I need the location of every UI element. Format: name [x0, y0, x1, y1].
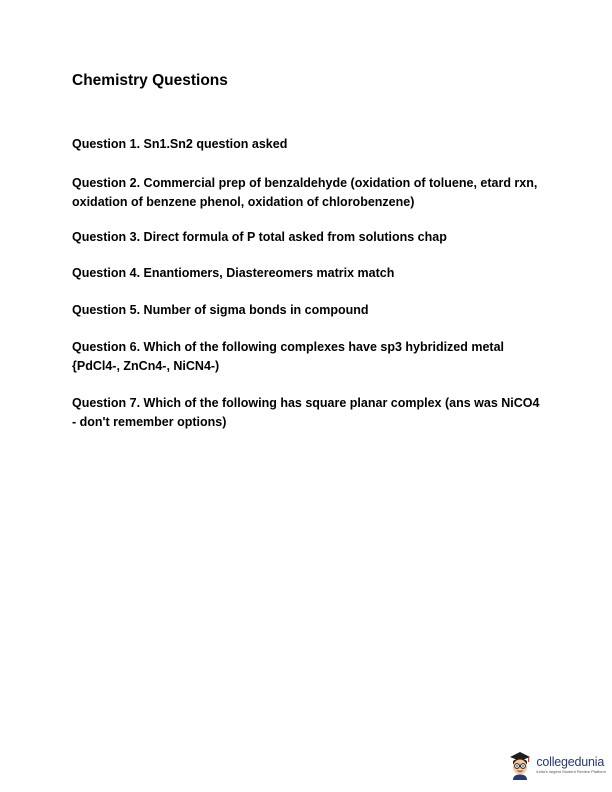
- question-5: Question 5. Number of sigma bonds in compound: [72, 303, 369, 317]
- collegedunia-mascot-icon: [507, 750, 533, 780]
- logo-name: collegedunia: [536, 754, 605, 769]
- question-2: Question 2. Commercial prep of benzaldehyde (oxidation of toluene, etard rxn, oxidation of benzene phenol, oxidation of chlorobenzene): [72, 176, 538, 209]
- collegedunia-logo: [507, 750, 606, 780]
- page-title: Chemistry Questions: [72, 72, 228, 89]
- question-6: Question 6. Which of the following complexes have sp3 hybridized metal {PdCl4-, ZnCn4-, NiCN4-): [72, 340, 505, 373]
- logo-tagline: India's largest Student Review Platform: [536, 768, 606, 774]
- question-4: Question 4. Enantiomers, Diastereomers matrix match: [72, 266, 395, 280]
- question-3: Question 3. Direct formula of P total asked from solutions chap: [72, 230, 447, 244]
- question-7: Question 7. Which of the following has square planar complex (ans was NiCO4 - don't remember options): [72, 396, 540, 429]
- question-1: Question 1. Sn1.Sn2 question asked: [72, 137, 288, 151]
